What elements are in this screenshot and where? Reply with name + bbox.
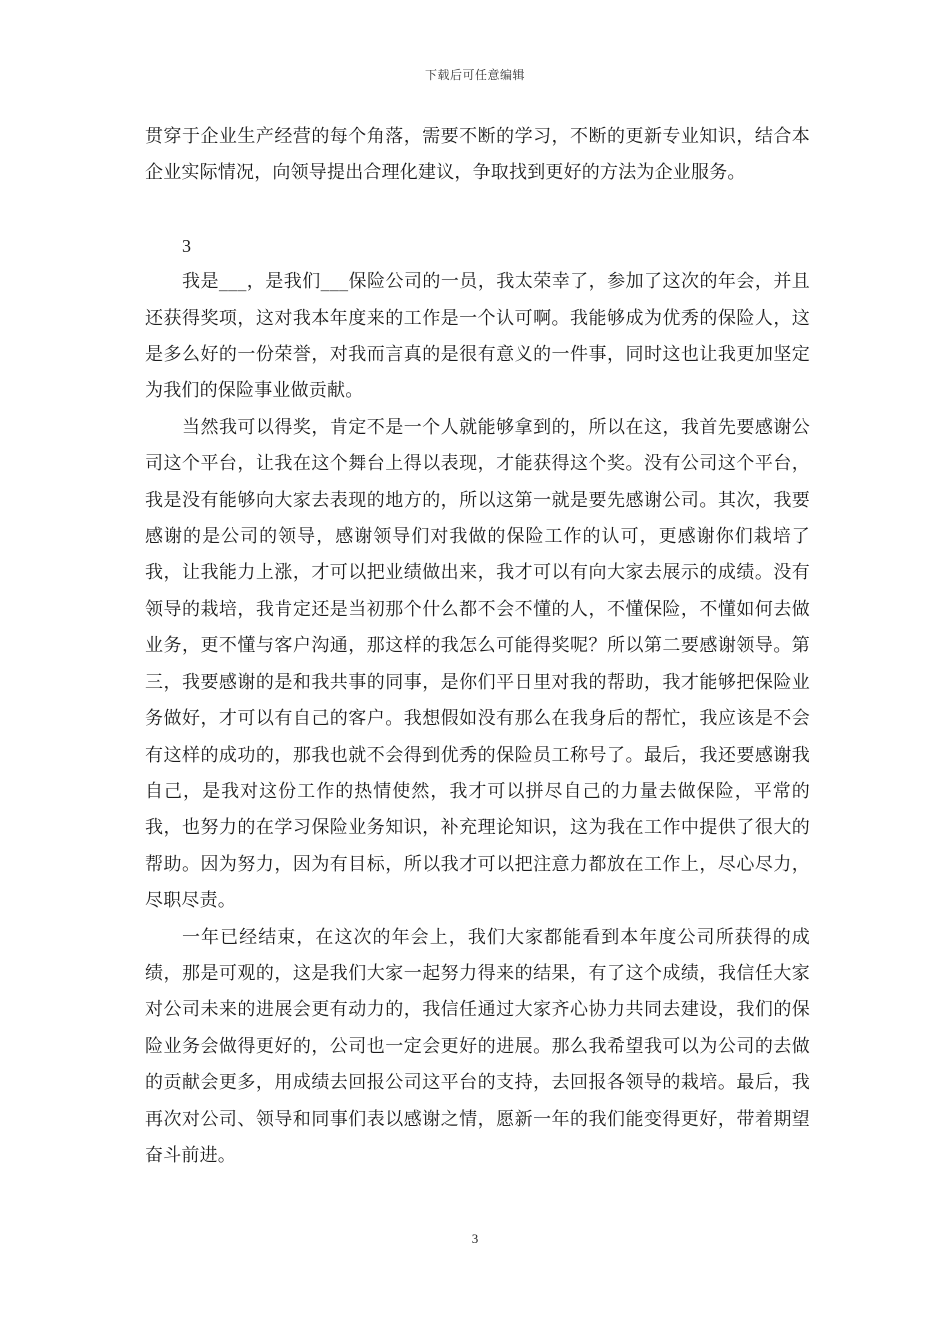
paragraph-continuation: 贯穿于企业生产经营的每个角落，需要不断的学习，不断的更新专业知识，结合本企业实际情况，向领导提出合理化建议，争取找到更好的方法为企业服务。 xyxy=(145,126,810,184)
paragraph-closing: 一年已经结束，在这次的年会上，我们大家都能看到本年度公司所获得的成绩，那是可观的，这是我们大家一起努力得来的结果，有了这个成绩，我信任大家对公司未来的进展会更有动力的，我信任通过大家齐心协力共同去建设，我们的保险业务会做得更好的，公司也一定会更好的进展。那么我希望我可以为公司的去做的贡献会更多，用成绩去回报公司这平台的支持，去回报各领导的栽培。最后，我再次对公司、领导和同事们表以感谢之情，愿新一年的我们能变得更好，带着期望奋斗前进。 xyxy=(145,926,810,1166)
document-body xyxy=(145,119,810,1174)
section-number: 3 xyxy=(182,235,192,256)
page-header: 下载后可任意编辑 xyxy=(424,68,525,82)
paragraph-intro: 我是___，是我们___保险公司的一员，我太荣幸了，参加了这次的年会，并且还获得奖项，这对我本年度来的工作是一个认可啊。我能够成为优秀的保险人，这是多么好的一份荣誉，对我而言真的是很有意义的一件事，同时这也让我更加坚定为我们的保险事业做贡献。 xyxy=(145,271,810,402)
page-number: 3 xyxy=(471,1231,479,1246)
paragraph-thanks: 当然我可以得奖，肯定不是一个人就能够拿到的，所以在这，我首先要感谢公司这个平台，让我在这个舞台上得以表现，才能获得这个奖。没有公司这个平台，我是没有能够向大家去表现的地方的，所以这第一就是要先感谢公司。其次，我要感谢的是公司的领导，感谢领导们对我做的保险工作的认可，更感谢你们栽培了我，让我能力上涨，才可以把业绩做出来，我才可以有向大家去展示的成绩。没有领导的栽培，我肯定还是当初那个什么都不会不懂的人，不懂保险，不懂如何去做业务，更不懂与客户沟通，那这样的我怎么可能得奖呢？所以第二要感谢领导。第三，我要感谢的是和我共事的同事，是你们平日里对我的帮助，我才能够把保险业务做好，才可以有自己的客户。我想假如没有那么在我身后的帮忙，我应该是不会有这样的成功的，那我也就不会得到优秀的保险员工称号了。最后，我还要感谢我自己，是我对这份工作的热情使然，我才可以拼尽自己的力量去做保险，平常的我，也努力的在学习保险业务知识，补充理论知识，这为我在工作中提供了很大的帮助。因为努力，因为有目标，所以我才可以把注意力都放在工作上，尽心尽力，尽职尽责。 xyxy=(145,416,810,912)
